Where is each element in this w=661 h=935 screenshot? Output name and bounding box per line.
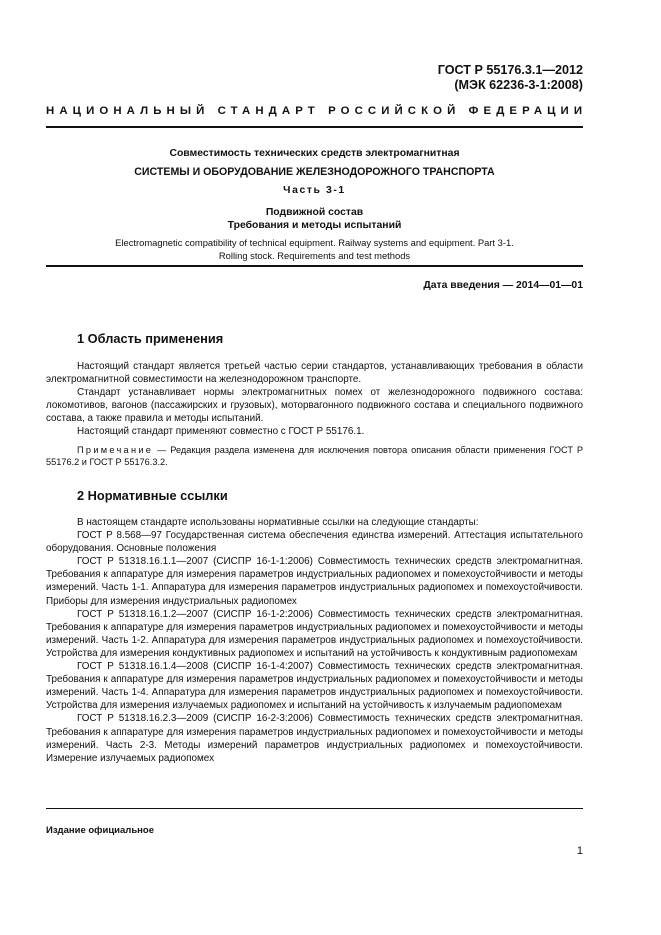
reference-entry: ГОСТ Р 8.568—97 Государственная система обеспечения единства измерений. Аттестация испытательного оборудования. Основные положения	[46, 530, 583, 555]
official-edition-label: Издание официальное	[46, 825, 154, 836]
subtitle-line-1: Подвижной состав	[265, 207, 364, 218]
reference-entry: ГОСТ Р 51318.16.1.1—2007 (СИСПР 16-1-1:2006) Совместимость технических средств электромагнитная. Требования к аппаратуре для измерения параметров индустриальных радиопомех и помехоустойчивости и методы измерений. Часть 1-1. Аппаратура для измерения параметров индустриальных радиопомех и помехоустойчивости. Приборы для измерения индустриальных радиопомех	[46, 556, 583, 607]
title-line-1: Совместимость технических средств электромагнитная	[169, 148, 460, 159]
top-rule	[46, 126, 583, 128]
section-2-heading: 2 Нормативные ссылки	[77, 488, 228, 503]
introduction-date: Дата введения — 2014—01—01	[423, 280, 583, 291]
section-1-body	[46, 360, 583, 439]
note-label: Примечание	[77, 445, 154, 455]
reference-entry: ГОСТ Р 51318.16.1.4—2008 (СИСПР 16-1-4:2007) Совместимость технических средств электромагнитная. Требования к аппаратуре для измерения параметров индустриальных радиопомех и помехоустойчивости и методы измерений. Часть 1-4. Аппаратура для измерения параметров индустриальных радиопомех и помехоустойчивости. Устройства для измерения излучаемых радиопомех и испытаний на устойчивость к излучаемым радиопомехам	[46, 661, 583, 712]
national-standard-banner: НАЦИОНАЛЬНЫЙ СТАНДАРТ РОССИЙСКОЙ ФЕДЕРАЦИИ	[46, 105, 588, 117]
section-1-heading: 1 Область применения	[77, 331, 224, 346]
iec-number: (МЭК 62236-3-1:2008)	[454, 78, 583, 92]
title-bottom-rule	[46, 265, 583, 267]
note-text: — Редакция раздела изменена для исключения повтора описания области применения ГОСТ Р 55176.2 и ГОСТ Р 55176.3.2.	[46, 445, 583, 468]
title-part: Часть 3-1	[283, 185, 346, 196]
english-title-line-1: Electromagnetic compatibility of technical equipment. Railway systems and equipment. Part 3-1.	[115, 237, 514, 248]
section-1-note	[46, 444, 583, 469]
reference-entry: ГОСТ Р 51318.16.2.3—2009 (СИСПР 16-2-3:2006) Совместимость технических средств электромагнитная. Требования к аппаратуре для измерения параметров индустриальных радиопомех и помехоустойчивости и методы измерений. Часть 2-3. Методы измерений параметров индустриальных радиопомех и помехоустойчивости. Измерение излучаемых радиопомех	[46, 713, 583, 764]
english-title	[46, 237, 583, 262]
reference-entry: ГОСТ Р 51318.16.1.2—2007 (СИСПР 16-1-2:2006) Совместимость технических средств электромагнитная. Требования к аппаратуре для измерения параметров индустриальных радиопомех и помехоустойчивости и методы измерений. Часть 1-2. Аппаратура для измерения параметров индустриальных радиопомех и помехоустойчивости. Устройства для измерения кондуктивных радиопомех и испытаний на устойчивость к кондуктивным радиопомехам	[46, 608, 583, 659]
section-1-paragraph: Стандарт устанавливает нормы электромагнитных помех от железнодорожного подвижного состава: локомотивов, вагонов (пассажирских и грузовых), моторвагонного подвижного состава и специального подвижного состава, а также правила и методы испытаний.	[46, 387, 583, 425]
page-number: 1	[576, 845, 583, 857]
section-2-body	[46, 516, 583, 765]
document-number-block	[438, 63, 583, 93]
document-number: ГОСТ Р 55176.3.1—2012	[437, 63, 583, 77]
subtitle-line-2: Требования и методы испытаний	[227, 220, 402, 231]
note-paragraph	[46, 444, 583, 469]
english-title-line-2: Rolling stock. Requirements and test methods	[218, 249, 411, 261]
section-1-paragraph: Настоящий стандарт применяют совместно с ГОСТ Р 55176.1.	[77, 426, 365, 438]
footer-rule	[46, 808, 583, 809]
section-1-paragraph: Настоящий стандарт является третьей частью серии стандартов, устанавливающих требования в области электромагнитной совместимости на железнодорожном транспорте.	[46, 361, 583, 386]
section-2-paragraph: В настоящем стандарте использованы нормативные ссылки на следующие стандарты:	[77, 517, 479, 528]
title-line-2: СИСТЕМЫ И ОБОРУДОВАНИЕ ЖЕЛЕЗНОДОРОЖНОГО ТРАНСПОРТА	[134, 166, 495, 178]
title-subtitle	[46, 206, 583, 232]
